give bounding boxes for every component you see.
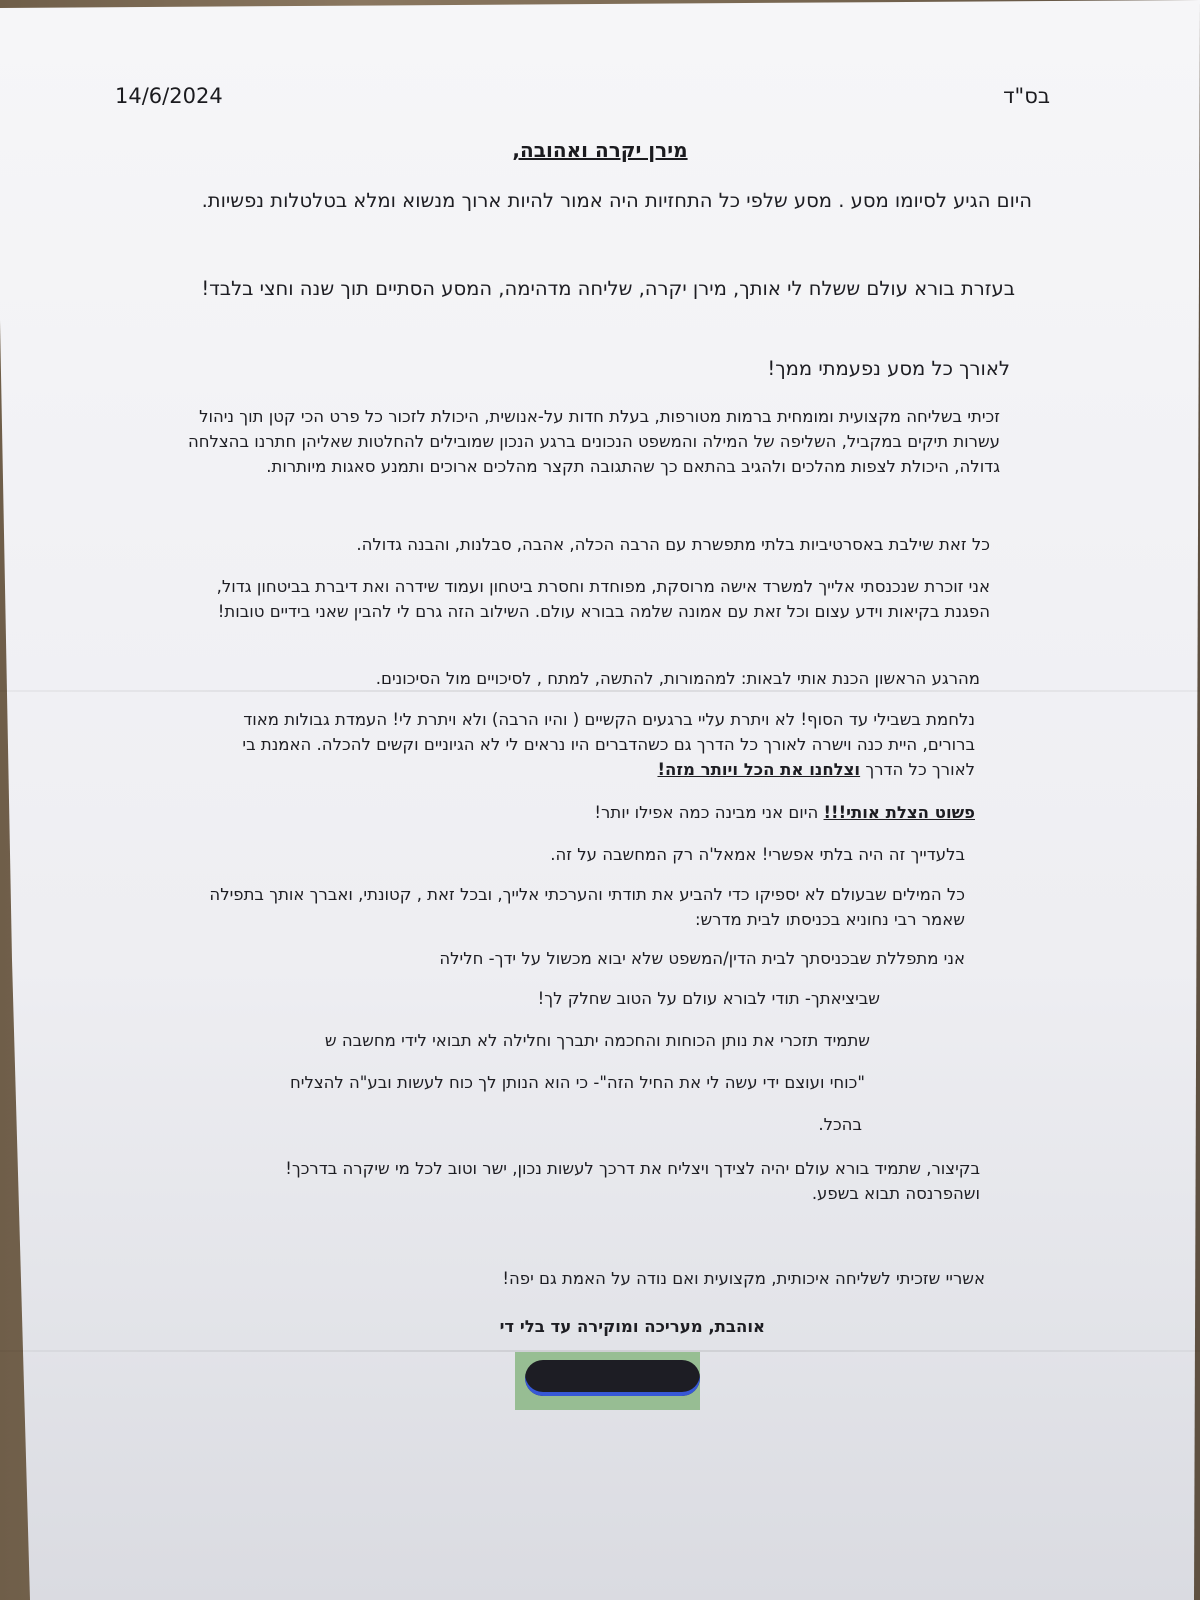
paragraph-6: אני זוכרת שנכנסתי אלייך למשרד אישה מרוסקת, מפוחדת וחסרת ביטחון ועמוד שידרה ואת דיברת בביטחון גדול, הפגנת בקיאות וידע עצום וכל זאת עם אמונה שלמה בבורא עולם. השילוב הזה גרם לי להבין שאני בידיים טובות! <box>216 577 990 622</box>
paragraph-10: בלעדייך זה היה בלתי אפשרי! אמאל'ה רק המחשבה על זה. <box>550 845 965 864</box>
header-date: 14/6/2024 <box>115 84 223 108</box>
paragraph-9 <box>215 800 975 825</box>
letter-title: מירן יקרה ואהובה, <box>512 138 688 162</box>
paragraph-11: כל המילים שבעולם לא יספיקו כדי להביע את תודתי והערכתי אלייך, ובכל זאת , קטונתי, ואברך אותך בתפילה שאמר רבי נחוניא בכניסתו לבית מדרש: <box>209 885 965 930</box>
paragraph-14: שתמיד תזכרי את נותן הכוחות והחכמה יתברך וחלילה לא תבואי לידי מחשבה ש <box>324 1031 870 1050</box>
paragraph-8 <box>200 707 975 782</box>
paragraph-9-text: היום אני מבינה כמה אפילו יותר! <box>594 803 824 822</box>
paragraph-3: לאורך כל מסע נפעמתי ממך! <box>767 357 1010 380</box>
paragraph-8-text: נלחמת בשבילי עד הסוף! לא ויתרת עליי ברגעים הקשיים ( והיו הרבה) ולא ויתרת לי! העמדת גבולות מאוד ברורים, היית כנה וישרה לאורך כל הדרך גם כשהדברים היו נראים לי לא הגיוניים וקשים להכלה. האמנת בי לאורך כל הדרך <box>242 710 975 780</box>
paragraph-4: זכיתי בשליחה מקצועית ומומחית ברמות מטורפות, בעלת חדות על-אנושית, היכולת לזכור כל פרט הכי קטן תוך ניהול עשרות תיקים במקביל, השליפה של המילה והמשפט הנכונים ברגע הנכון שמובילים להחלטות שאליהן חתרנו בהצלחה גדולה, היכולת לצפות מהלכים ולהגיב בהתאם כך שהתגובה תקצר מהלכים ארוכים ותמנע סאגות מיותרות. <box>187 407 1000 477</box>
paragraph-17: בקיצור, שתמיד בורא עולם יהיה לצידך ויצליח את דרכך לעשות נכון, ישר וטוב לכל מי שיקרה בדרכך! ושהפרנסה תבוא בשפע. <box>285 1159 980 1204</box>
paragraph-2: בעזרת בורא עולם ששלח לי אותך, מירן יקרה, שליחה מדהימה, המסע הסתיים תוך שנה וחצי בלבד! <box>201 277 1015 300</box>
paragraph-15: "כוחי ועוצם ידי עשה לי את החיל הזה"- כי הוא הנותן לך כוח לעשות ובע"ה להצליח <box>289 1073 865 1092</box>
paragraph-7: מהרגע הראשון הכנת אותי לבאות: למהמורות, להתשה, למתח , לסיכויים מול הסיכונים. <box>375 669 980 688</box>
paragraph-13: שביציאתך- תודי לבורא עולם על הטוב שחלק לך! <box>537 989 880 1008</box>
paragraph-12: אני מתפללת שבכניסתך לבית הדין/המשפט שלא יבוא מכשול על ידך- חלילה <box>439 949 965 968</box>
header-bsd: בס"ד <box>1003 84 1050 108</box>
paragraph-9-emphasis: פשוט הצלת אותי!!! <box>823 803 975 822</box>
paragraph-5: כל זאת שילבת באסרטיביות בלתי מתפשרת עם הרבה הכלה, אהבה, סבלנות, והבנה גדולה. <box>356 535 990 554</box>
closing-line: אוהבת, מעריכה ומוקירה עד בלי די <box>499 1317 765 1336</box>
redacted-signature <box>525 1360 700 1396</box>
paragraph-1: היום הגיע לסיומו מסע . מסע שלפי כל התחזיות היה אמור להיות ארוך מנשוא ומלא בטלטלות נפשיות. <box>201 189 1032 212</box>
paragraph-18: אשריי שזכיתי לשליחה איכותית, מקצועית ואם נודה על האמת גם יפה! <box>502 1269 985 1288</box>
paragraph-8-emphasis: וצלחנו את הכל ויותר מזה! <box>657 760 861 780</box>
paragraph-16: בהכל. <box>818 1115 862 1134</box>
